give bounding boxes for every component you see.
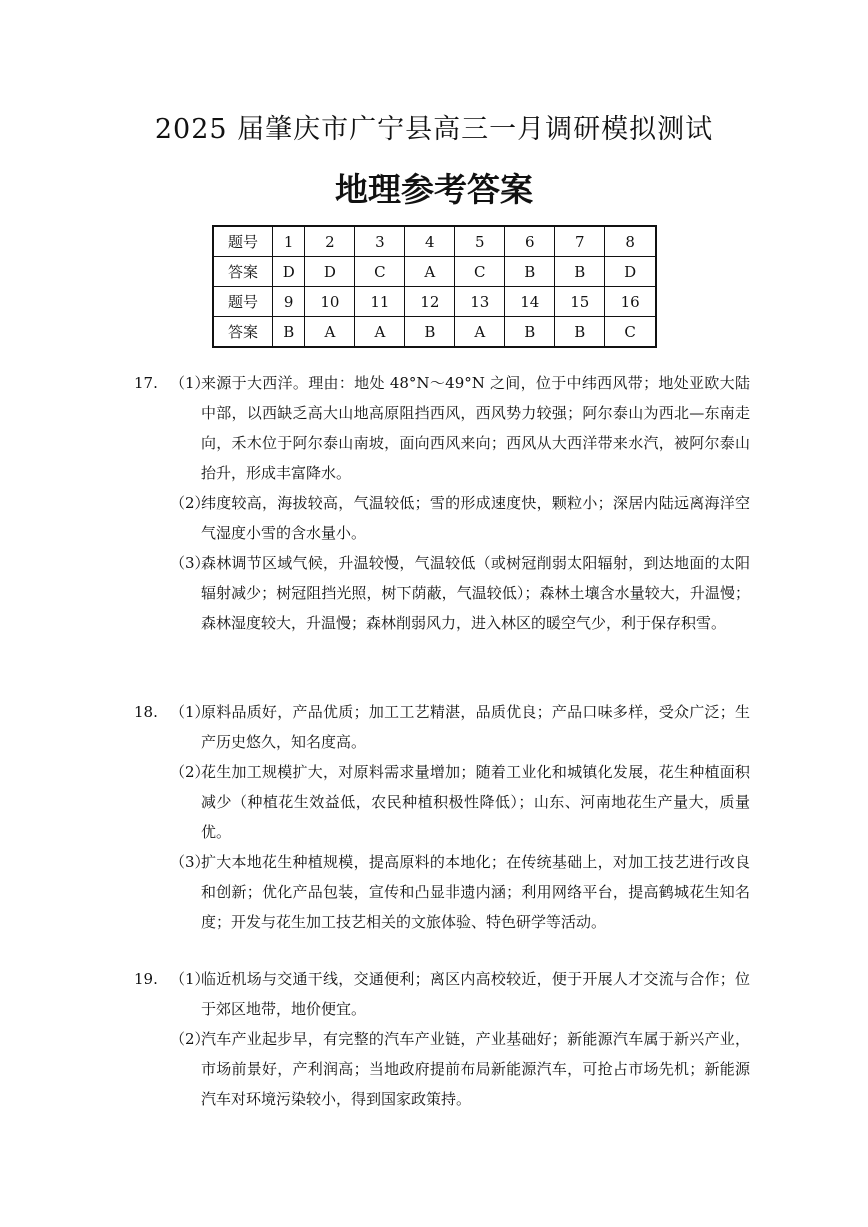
table-row <box>213 317 656 348</box>
table-cell: 8 <box>605 226 656 257</box>
table-cell: 6 <box>505 226 555 257</box>
table-cell: 4 <box>405 226 455 257</box>
table-cell: A <box>455 317 505 348</box>
table-cell: A <box>305 317 355 348</box>
row-label: 题号 <box>213 287 273 317</box>
question-number: 19. <box>134 970 158 988</box>
table-cell: 14 <box>505 287 555 317</box>
row-label: 答案 <box>213 317 273 348</box>
table-cell: 13 <box>455 287 505 317</box>
table-cell: 16 <box>605 287 656 317</box>
table-cell: B <box>273 317 305 348</box>
question-number: 18. <box>134 703 158 721</box>
part-label: （1） <box>170 374 210 392</box>
table-cell: 1 <box>273 226 305 257</box>
part-text: 花生加工规模扩大，对原料需求量增加；随着工业化和城镇化发展，花生种植面积减少（种植花生效益低，农民种植积极性降低）；山东、河南地花生产量大，质量优。 <box>201 763 750 841</box>
table-cell: B <box>505 257 555 287</box>
answer-part <box>170 964 750 1024</box>
part-label: （1） <box>170 970 210 988</box>
table-cell: 5 <box>455 226 505 257</box>
part-text: 原料品质好，产品优质；加工工艺精湛，品质优良；产品口味多样，受众广泛；生产历史悠久，知名度高。 <box>201 703 750 751</box>
answer-part <box>170 368 750 488</box>
table-cell: B <box>505 317 555 348</box>
table-cell: B <box>555 257 605 287</box>
row-label: 答案 <box>213 257 273 287</box>
table-cell: C <box>355 257 405 287</box>
table-cell: A <box>355 317 405 348</box>
table-cell: 11 <box>355 287 405 317</box>
table-cell: 2 <box>305 226 355 257</box>
table-cell: 12 <box>405 287 455 317</box>
table-cell: 7 <box>555 226 605 257</box>
answer-part <box>170 757 750 847</box>
answer-part <box>170 697 750 757</box>
exam-title: 2025 届肇庆市广宁县高三一月调研模拟测试 <box>154 114 714 145</box>
question-number: 17. <box>134 374 158 392</box>
part-label: （2） <box>170 494 210 512</box>
table-cell: 15 <box>555 287 605 317</box>
document-title: 地理参考答案 <box>335 170 533 209</box>
table-cell: C <box>455 257 505 287</box>
table-row <box>213 257 656 287</box>
row-label: 题号 <box>213 226 273 257</box>
part-text: 扩大本地花生种植规模，提高原料的本地化；在传统基础上，对加工技艺进行改良和创新；优化产品包装，宣传和凸显非遗内涵；利用网络平台，提高鹤城花生知名度；开发与花生加工技艺相关的文旅体验、特色研学等活动。 <box>201 853 750 931</box>
table-cell: B <box>555 317 605 348</box>
table-cell: D <box>605 257 656 287</box>
part-label: （1） <box>170 703 210 721</box>
answer-part <box>170 1024 750 1114</box>
table-row <box>213 287 656 317</box>
table-cell: B <box>405 317 455 348</box>
table-cell: A <box>405 257 455 287</box>
answer-part <box>170 488 750 548</box>
part-label: （2） <box>170 1030 210 1048</box>
part-label: （3） <box>170 554 210 572</box>
table-row <box>213 226 656 257</box>
part-label: （2） <box>170 763 210 781</box>
table-cell: D <box>305 257 355 287</box>
part-text: 临近机场与交通干线，交通便利；离区内高校较近，便于开展人才交流与合作；位于郊区地带，地价便宜。 <box>201 970 750 1018</box>
answer-part <box>170 847 750 937</box>
answer-table <box>212 225 657 348</box>
part-text: 汽车产业起步早，有完整的汽车产业链，产业基础好；新能源汽车属于新兴产业，市场前景好，产利润高；当地政府提前布局新能源汽车，可抢占市场先机；新能源汽车对环境污染较小，得到国家政策持。 <box>201 1030 750 1108</box>
table-cell: 3 <box>355 226 405 257</box>
part-text: 纬度较高，海拔较高，气温较低；雪的形成速度快，颗粒小；深居内陆远离海洋空气湿度小雪的含水量小。 <box>201 494 750 542</box>
answer-part <box>170 548 750 638</box>
table-cell: D <box>273 257 305 287</box>
table-cell: C <box>605 317 656 348</box>
part-text: 来源于大西洋。理由：地处 48°N～49°N 之间，位于中纬西风带；地处亚欧大陆中部，以西缺乏高大山地高原阻挡西风，西风势力较强；阿尔泰山为西北—东南走向，禾木位于阿尔泰山南坡，面向西风来向；西风从大西洋带来水汽，被阿尔泰山抬升，形成丰富降水。 <box>201 374 750 482</box>
table-cell: 10 <box>305 287 355 317</box>
part-text: 森林调节区域气候，升温较慢，气温较低（或树冠削弱太阳辐射，到达地面的太阳辐射减少；树冠阻挡光照，树下荫蔽，气温较低）；森林土壤含水量较大，升温慢；森林湿度较大，升温慢；森林削弱风力，进入林区的暖空气少，利于保存积雪。 <box>201 554 750 632</box>
part-label: （3） <box>170 853 210 871</box>
table-cell: 9 <box>273 287 305 317</box>
